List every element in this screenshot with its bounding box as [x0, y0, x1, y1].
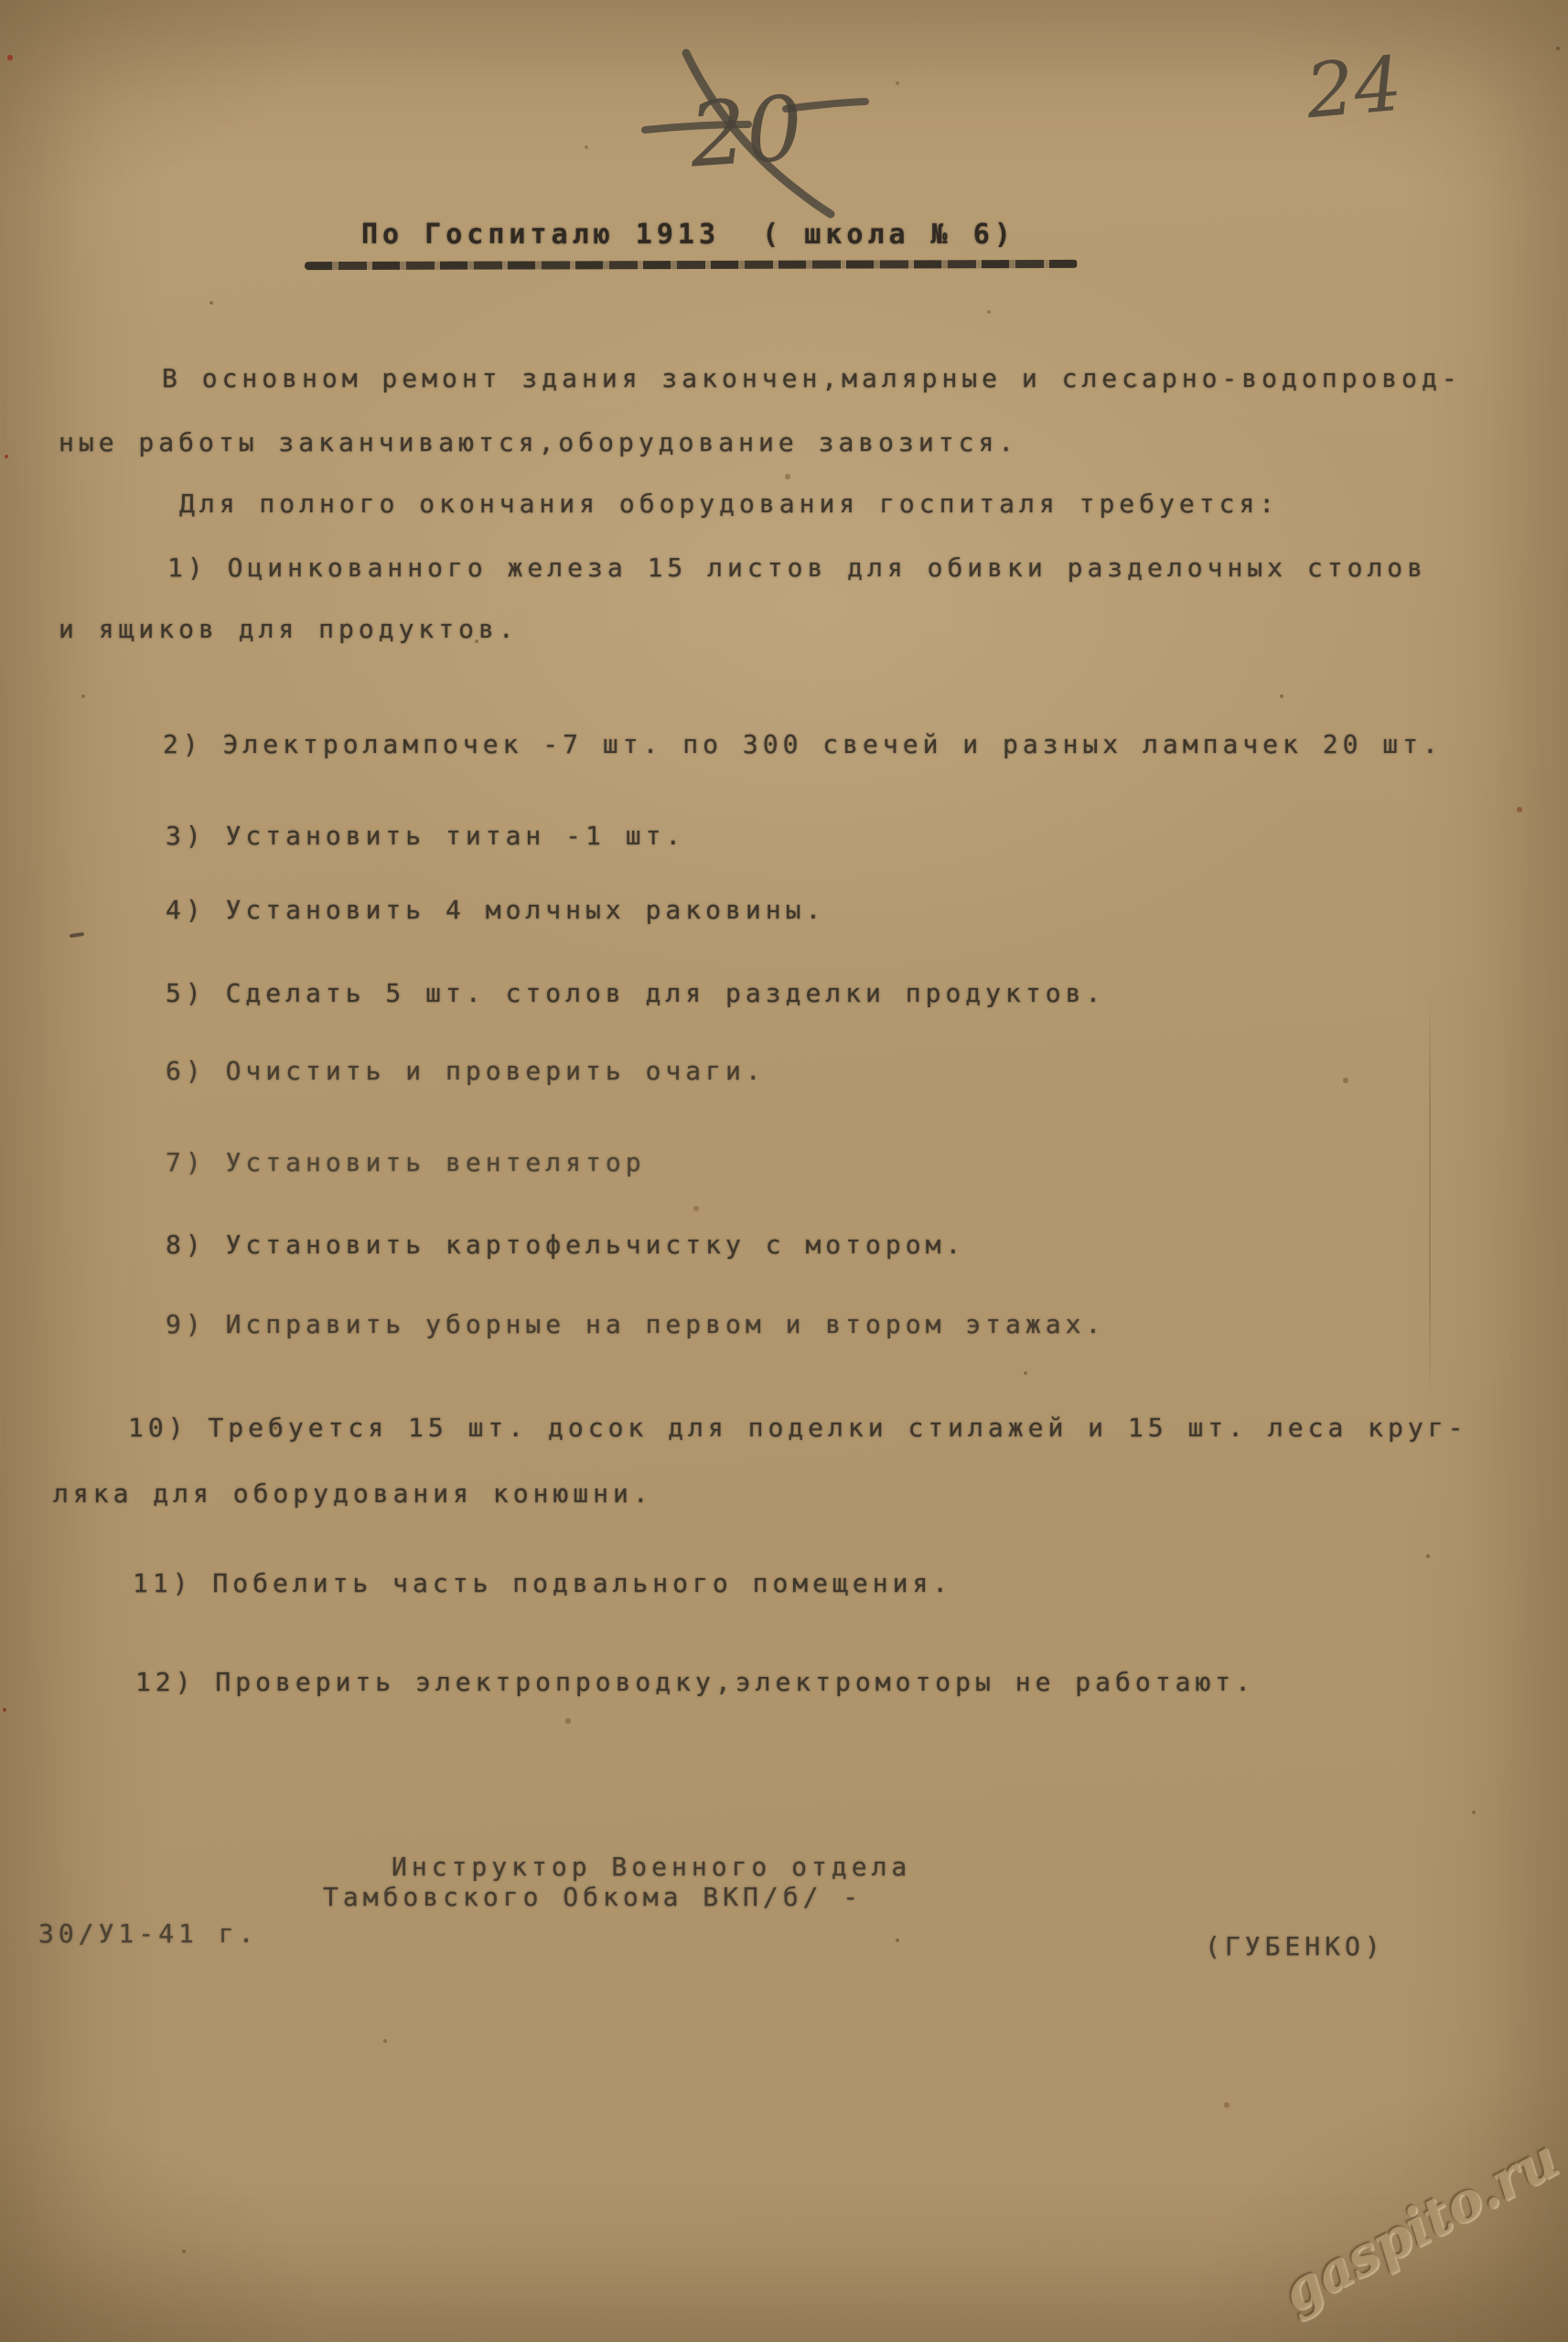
- intro-line-1: В основном ремонт здания закончен,малярные и слесарно-водопровод-: [162, 363, 1462, 393]
- list-item-2: 2) Электролампочек -7 шт. по 300 свечей и разных лампачек 20 шт.: [163, 729, 1443, 759]
- list-item-7: 7) Установить вентелятор: [166, 1147, 646, 1177]
- handwritten-page-number-crossed: [604, 37, 897, 238]
- handwritten-number-20: 20: [686, 76, 807, 188]
- list-item-8: 8) Установить картофельчистку с мотором.: [166, 1230, 966, 1260]
- paper-fold-line: [1429, 988, 1431, 1409]
- list-item-10-line-2: ляка для оборудования конюшни.: [53, 1478, 653, 1509]
- list-item-5: 5) Сделать 5 шт. столов для разделки продуктов.: [166, 978, 1106, 1008]
- handwritten-page-number: [1299, 38, 1427, 139]
- list-item-1-line-2: и ящиков для продуктов.: [59, 614, 519, 644]
- pencil-mark: [70, 932, 84, 938]
- title-underline: [305, 260, 1078, 270]
- list-item-3: 3) Установить титан -1 шт.: [166, 821, 686, 851]
- intro-line-2: ные работы заканчиваются,оборудование завозится.: [59, 427, 1019, 457]
- list-item-9: 9) Исправить уборные на первом и втором этажах.: [166, 1309, 1106, 1339]
- list-item-10-line-1: 10) Требуется 15 шт. досок для поделки стилажей и 15 шт. леса круг-: [128, 1413, 1468, 1443]
- signature-title-line-1: Инструктор Военного отдела: [392, 1852, 912, 1882]
- watermark: gaspito.ru: [1272, 2127, 1568, 2325]
- handwritten-number-24: 24: [1303, 40, 1406, 136]
- signature-title-line-2: Тамбовского Обкома ВКП/б/ -: [323, 1882, 864, 1912]
- paper-speckles: [0, 0, 2, 2]
- signature-date: 30/У1-41 г.: [38, 1918, 259, 1949]
- list-item-12: 12) Проверить электропроводку,электромоторы не работают.: [135, 1667, 1256, 1697]
- signature-name: (ГУБЕНКО): [1205, 1931, 1385, 1961]
- intro-line-3: Для полного окончания оборудования госпиталя требуется:: [179, 489, 1280, 519]
- list-item-6: 6) Очистить и проверить очаги.: [166, 1056, 766, 1086]
- list-item-1-line-1: 1) Оцинкованного железа 15 листов для обивки разделочных столов: [167, 553, 1428, 583]
- list-item-4: 4) Установить 4 молчных раковины.: [166, 895, 826, 925]
- list-item-11: 11) Побелить часть подвального помещения.: [133, 1568, 953, 1598]
- document-title: По Госпиталю 1913 ( школа № 6): [361, 219, 1015, 251]
